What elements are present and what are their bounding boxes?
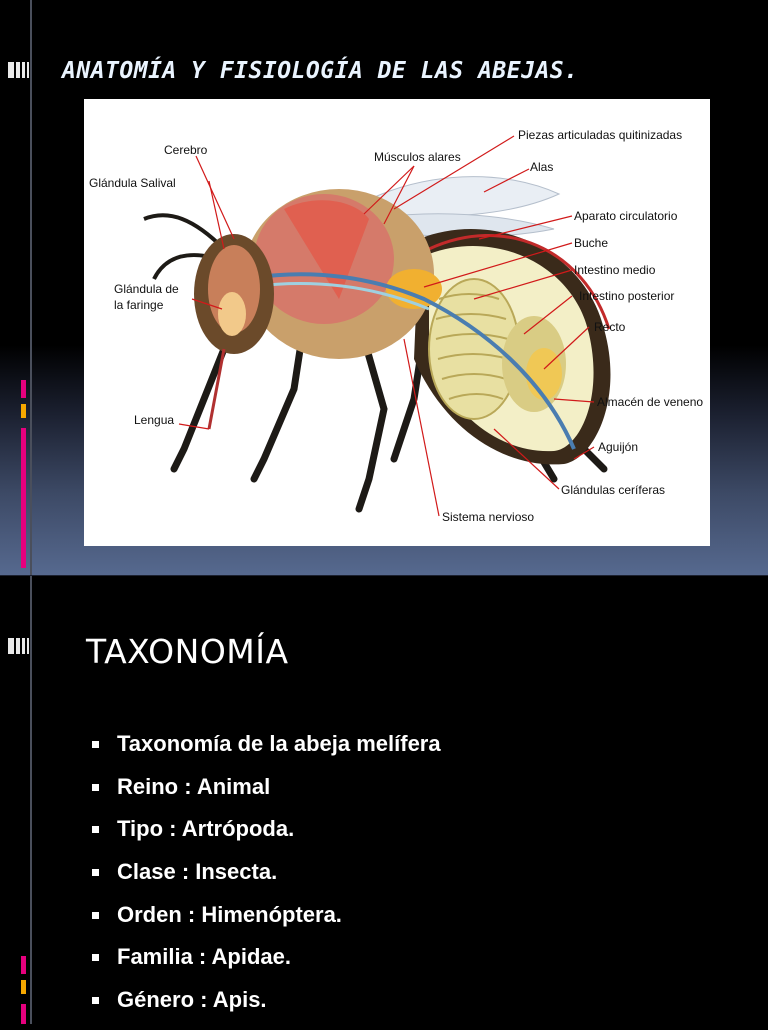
list-item	[92, 944, 441, 987]
list-item-text: Reino : Animal	[117, 773, 271, 799]
label-glandula-salival: Glándula Salival	[89, 176, 176, 190]
label-alas: Alas	[530, 160, 554, 174]
list-item-text: Familia : Apidae.	[117, 944, 292, 970]
label-musculos-alares: Músculos alares	[374, 150, 461, 164]
accent-bar-pink-long	[21, 1004, 26, 1024]
bullet-square-icon	[92, 741, 99, 748]
bullet-square-icon	[92, 869, 99, 876]
label-intestino-medio: Intestino medio	[574, 263, 656, 277]
list-item-text: Taxonomía de la abeja melífera	[117, 731, 441, 756]
list-item-text: Orden : Himenóptera.	[117, 901, 342, 927]
bee-anatomy-figure	[84, 99, 710, 546]
accent-bar-pink	[21, 956, 26, 974]
label-glandula-de: Glándula de	[114, 282, 179, 296]
list-item-text: Tipo : Artrópoda.	[117, 816, 295, 842]
left-rule	[30, 576, 32, 1024]
accent-bar-yellow	[21, 404, 26, 418]
list-item	[92, 774, 441, 817]
bullet-square-icon	[92, 826, 99, 833]
label-lengua: Lengua	[134, 413, 175, 427]
label-glandulas-ceriferas: Glándulas ceríferas	[561, 483, 666, 497]
list-item	[92, 902, 441, 945]
accent-bar-pink-long	[21, 428, 26, 568]
label-aguijon: Aguijón	[598, 440, 639, 454]
accent-bar-pink	[21, 380, 26, 398]
label-intestino-posterior: Intestino posterior	[579, 289, 675, 303]
bullet-square-icon	[92, 954, 99, 961]
label-recto: Recto	[594, 320, 626, 334]
bullet-square-icon	[92, 784, 99, 791]
list-item	[92, 987, 441, 1030]
slide-title-taxonomia: TAXONOMÍA	[86, 632, 289, 671]
list-item-text: Clase : Insecta.	[117, 859, 278, 885]
stripes-decoration	[8, 638, 30, 654]
taxonomy-list	[92, 731, 441, 1030]
list-item	[92, 816, 441, 859]
left-rule	[30, 0, 32, 575]
label-piezas-articuladas: Piezas articuladas quitinizadas	[518, 128, 683, 142]
stripes-decoration	[8, 62, 30, 78]
label-aparato-circulatorio: Aparato circulatorio	[574, 209, 678, 223]
bullet-square-icon	[92, 912, 99, 919]
accent-bar-yellow	[21, 980, 26, 994]
list-item	[92, 731, 441, 774]
bullet-square-icon	[92, 997, 99, 1004]
label-cerebro: Cerebro	[164, 143, 208, 157]
label-la-faringe: la faringe	[114, 298, 164, 312]
list-item	[92, 859, 441, 902]
label-almacen-de-veneno: Almacén de veneno	[597, 395, 704, 409]
label-sistema-nervioso: Sistema nervioso	[442, 510, 535, 524]
label-buche: Buche	[574, 236, 609, 250]
slide-title: ANATOMÍA Y FISIOLOGÍA DE LAS ABEJAS.	[62, 58, 579, 84]
list-item-text: Género : Apis.	[117, 987, 267, 1013]
